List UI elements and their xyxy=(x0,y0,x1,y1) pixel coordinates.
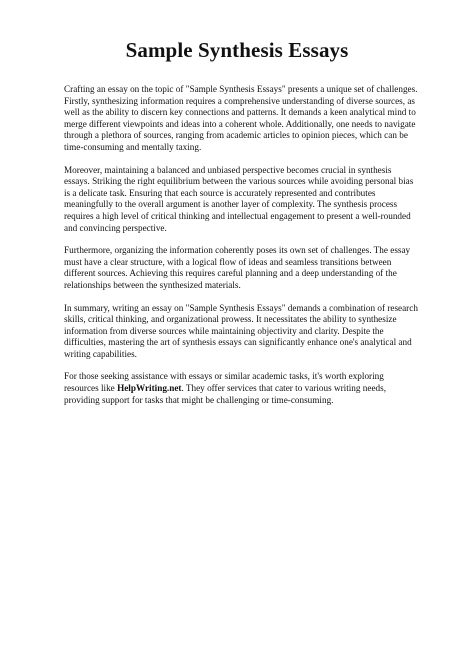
paragraph-5 xyxy=(64,371,419,406)
paragraph-2: Moreover, maintaining a balanced and unbiased perspective becomes crucial in synthesis essays. Striking the right equilibrium between the various sources while avoiding personal bias is a delicate task. Ensuring that each source is accurately represented and contributes meaningfully to the overall argument is another layer of complexity. The synthesis process requires a high level of critical thinking and intellectual engagement to present a well-rounded and convincing perspective. xyxy=(64,164,414,233)
paragraph-4: In summary, writing an essay on "Sample Synthesis Essays" demands a combination of research skills, critical thinking, and organizational prowess. It necessitates the ability to synthesize information from diverse sources while maintaining objectivity and clarity. Despite the difficulties, mastering the art of synthesis essays can significantly enhance one's analytical and writing capabilities. xyxy=(64,302,418,359)
paragraph-1: Crafting an essay on the topic of "Sample Synthesis Essays" presents a unique set of challenges. Firstly, synthesizing information requires a comprehensive understanding of diverse sources, as well as the ability to discern key connections and patterns. It demands a keen analytical mind to merge different viewpoints and ideas into a coherent whole. Additionally, one needs to navigate through a plethora of sources, ranging from academic articles to opinion pieces, which can be time-consuming and mentally taxing. xyxy=(64,84,418,152)
paragraph-3: Furthermore, organizing the information coherently poses its own set of challenges. The essay must have a clear structure, with a logical flow of ideas and seamless transitions between different sources. Achieving this requires careful planning and a deep understanding of the relationships between the synthesized materials. xyxy=(64,245,411,290)
document-body xyxy=(64,84,419,417)
document-title: Sample Synthesis Essays xyxy=(125,38,349,62)
helpwriting-link[interactable]: HelpWriting.net xyxy=(117,383,182,394)
paragraph-5-outro: . They offer services that cater to various writing needs, providing support for tasks that might be challenging or time-consuming. xyxy=(64,383,386,405)
paragraph-5-intro: For those seeking assistance with essays or similar academic tasks, it's worth exploring resources like xyxy=(64,371,384,394)
